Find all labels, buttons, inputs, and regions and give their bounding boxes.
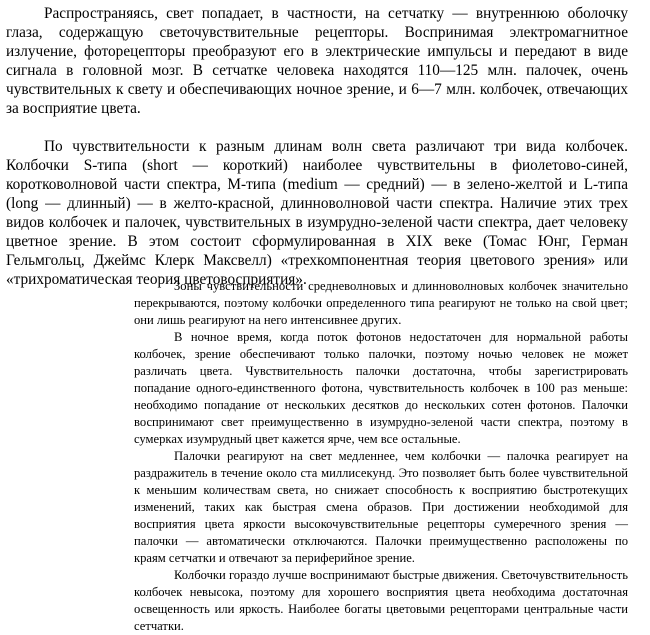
- main-text-block: [6, 4, 628, 289]
- main-paragraph-1: Распространяясь, свет попадает, в частности, на сетчатку — внутреннюю оболочку глаза, содержащую светочувствительные рецепторы. Воспринимая электромагнитное излучение, фоторецепторы преобразуют его в электрические импульсы и передают в виде сигнала в головной мозг. В сетчатке человека находятся 110—125 млн. палочек, очень чувствительных к свету и обеспечивающих ночное зрение, и 6—7 млн. колбочек, отвечающих за восприятие цвета.: [6, 5, 628, 117]
- inset-paragraph-1: Зоны чувствительности средневолновых и длинноволновых колбочек значительно перекрываются, поэтому колбочки определенного типа реагируют не только на свой цвет; они лишь реагируют на него интенсивнее других.: [134, 279, 628, 327]
- main-paragraph-2: По чувствительности к разным длинам волн света различают три вида колбочек. Колбочки S-типа (short — короткий) наиболее чувствительны в фиолетово-синей, коротковолновой части спектра, M-типа (medium — средний) — в зелено-желтой и L-типа (long — длинный) — в желто-красной, длинноволновой части спектра. Наличие этих трех видов колбочек и палочек, чувствительных в изумрудно-зеленой части спектра, дает человеку цветное зрение. В этом состоит сформулированная в XIX веке (Томас Юнг, Герман Гельмгольц, Джеймс Клерк Максвелл) «трехкомпонентная теория цветового зрения» или «трихроматическая теория цветовосприятия».: [6, 138, 628, 288]
- inset-text-block: [134, 278, 628, 635]
- inset-paragraph-3: Палочки реагируют на свет медленнее, чем колбочки — палочка реагирует на раздражитель в течение около ста миллисекунд. Это позволяет быть более чувствительной к меньшим количествам света, но снижает способность к восприятию быстротекущих изменений, таких как быстрая смена образов. При достижении необходимой для восприятия цвета яркости высокочувствительные рецепторы сумеречного зрения — палочки — автоматически отключаются. Палочки преимущественно расположены по краям сетчатки и отвечают за периферийное зрение.: [134, 449, 628, 565]
- inset-paragraph-2: В ночное время, когда поток фотонов недостаточен для нормальной работы колбочек, зрение обеспечивают только палочки, поэтому ночью человек не может различать цвета. Чувствительность палочки достаточна, чтобы зарегистрировать попадание одного-единственного фотона, чувствительность колбочек в 100 раз меньше: необходимо попадание от нескольких десятков до нескольких сотен фотонов. Палочки воспринимают свет преимущественно в изумрудно-зеленой части спектра, поэтому в сумерках изумрудный цвет кажется ярче, чем все остальные.: [134, 330, 628, 446]
- inset-paragraph-4: Колбочки гораздо лучше воспринимают быстрые движения. Светочувствительность колбочек невысока, поэтому для хорошего восприятия цвета необходима достаточная освещенность или яркость. Наиболее богаты цветовыми рецепторами центральные части сетчатки.: [134, 568, 628, 633]
